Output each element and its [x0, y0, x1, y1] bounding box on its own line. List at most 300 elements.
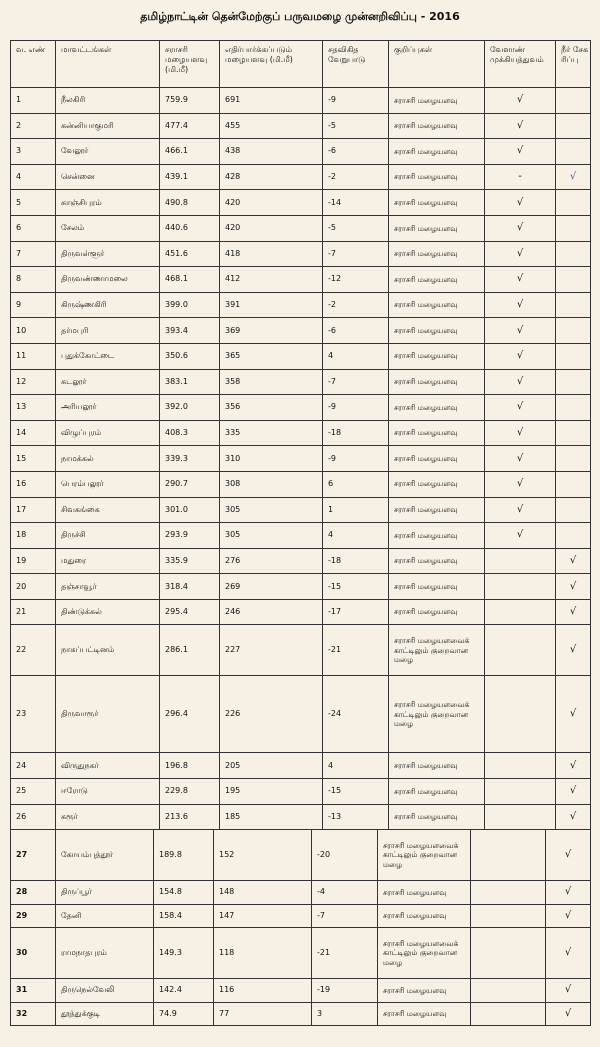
- expected-rainfall: 152: [214, 830, 312, 881]
- expected-rainfall: 335: [220, 420, 323, 446]
- table-row: [11, 267, 591, 293]
- row-number: 16: [11, 471, 56, 497]
- row-number: 27: [11, 830, 56, 881]
- water-storage: [556, 113, 591, 139]
- average-rainfall: 383.1: [160, 369, 220, 395]
- expected-rainfall: 185: [220, 804, 323, 830]
- percent-deviation: -7: [312, 904, 378, 928]
- row-number: 5: [11, 190, 56, 216]
- average-rainfall: 759.9: [160, 88, 220, 114]
- row-number: 24: [11, 753, 56, 779]
- row-number: 11: [11, 343, 56, 369]
- header-district: மாவட்டங்கள்: [56, 41, 160, 88]
- table-row: [11, 215, 591, 241]
- average-rainfall: 451.6: [160, 241, 220, 267]
- remark: சராசரி மழையளவு: [389, 113, 485, 139]
- remark: சராசரி மழையளவைக் காட்டிலும் குறைவான மழை: [389, 625, 485, 676]
- percent-deviation: -12: [323, 267, 389, 293]
- average-rainfall: 293.9: [160, 523, 220, 549]
- header-agri: வேளாண் முக்கியத்துவம்: [485, 41, 556, 88]
- agri-importance: √: [485, 318, 556, 344]
- district-name: மதுரை: [56, 548, 160, 574]
- district-name: தூத்துக்குடி: [56, 1002, 154, 1026]
- row-number: 26: [11, 804, 56, 830]
- percent-deviation: -19: [312, 979, 378, 1003]
- forecast-table-continued: [10, 829, 591, 1026]
- average-rainfall: 295.4: [160, 599, 220, 625]
- agri-importance: [485, 804, 556, 830]
- row-number: 20: [11, 574, 56, 600]
- water-storage: √: [556, 599, 591, 625]
- water-storage: √: [556, 548, 591, 574]
- district-name: ராமநாதபுரம்: [56, 928, 154, 979]
- percent-deviation: -6: [323, 139, 389, 165]
- row-number: 12: [11, 369, 56, 395]
- table-row: [11, 395, 591, 421]
- average-rainfall: 408.3: [160, 420, 220, 446]
- agri-importance: √: [485, 497, 556, 523]
- average-rainfall: 213.6: [160, 804, 220, 830]
- agri-importance: √: [485, 215, 556, 241]
- district-name: சிவகங்கை: [56, 497, 160, 523]
- district-name: கன்னியாகுமரி: [56, 113, 160, 139]
- table-row: [11, 804, 591, 830]
- header-water: நீர் சேக ரிப்பு: [556, 41, 591, 88]
- average-rainfall: 399.0: [160, 292, 220, 318]
- average-rainfall: 296.4: [160, 676, 220, 753]
- expected-rainfall: 77: [214, 1002, 312, 1026]
- percent-deviation: -2: [323, 164, 389, 190]
- water-storage: √: [556, 164, 591, 190]
- agri-importance: [471, 928, 546, 979]
- header-expected: எதிர்பார்க்கப்படும் மழையளவு (மி.மீ): [220, 41, 323, 88]
- table-row: [11, 599, 591, 625]
- district-name: திண்டுக்கல்: [56, 599, 160, 625]
- water-storage: [556, 88, 591, 114]
- row-number: 18: [11, 523, 56, 549]
- percent-deviation: -6: [323, 318, 389, 344]
- remark: சராசரி மழையளவு: [389, 241, 485, 267]
- agri-importance: √: [485, 190, 556, 216]
- expected-rainfall: 195: [220, 779, 323, 805]
- row-number: 14: [11, 420, 56, 446]
- row-number: 6: [11, 215, 56, 241]
- remark: சராசரி மழையளவு: [389, 471, 485, 497]
- expected-rainfall: 428: [220, 164, 323, 190]
- percent-deviation: -9: [323, 395, 389, 421]
- water-storage: [556, 215, 591, 241]
- remark: சராசரி மழையளவு: [389, 574, 485, 600]
- agri-importance: [485, 574, 556, 600]
- row-number: 22: [11, 625, 56, 676]
- percent-deviation: 3: [312, 1002, 378, 1026]
- average-rainfall: 350.6: [160, 343, 220, 369]
- water-storage: [556, 190, 591, 216]
- remark: சராசரி மழையளவு: [389, 804, 485, 830]
- agri-importance: √: [485, 420, 556, 446]
- agri-importance: [485, 548, 556, 574]
- agri-importance: √: [485, 113, 556, 139]
- agri-importance: √: [485, 523, 556, 549]
- remark: சராசரி மழையளவு: [389, 523, 485, 549]
- percent-deviation: -9: [323, 446, 389, 472]
- water-storage: √: [556, 753, 591, 779]
- water-storage: [556, 420, 591, 446]
- water-storage: [556, 241, 591, 267]
- district-name: ஈரோடு: [56, 779, 160, 805]
- row-number: 9: [11, 292, 56, 318]
- expected-rainfall: 148: [214, 881, 312, 905]
- row-number: 7: [11, 241, 56, 267]
- average-rainfall: 440.6: [160, 215, 220, 241]
- percent-deviation: -20: [312, 830, 378, 881]
- expected-rainfall: 418: [220, 241, 323, 267]
- percent-deviation: -4: [312, 881, 378, 905]
- row-number: 19: [11, 548, 56, 574]
- average-rainfall: 142.4: [154, 979, 214, 1003]
- expected-rainfall: 438: [220, 139, 323, 165]
- agri-importance: [471, 979, 546, 1003]
- table-row: [11, 139, 591, 165]
- row-number: 23: [11, 676, 56, 753]
- table-row: [11, 779, 591, 805]
- table-row: [11, 164, 591, 190]
- remark: சராசரி மழையளவு: [389, 446, 485, 472]
- district-name: திருவண்ணாமலை: [56, 267, 160, 293]
- forecast-table: [10, 40, 591, 830]
- water-storage: [556, 318, 591, 344]
- row-number: 29: [11, 904, 56, 928]
- remark: சராசரி மழையளவு: [389, 753, 485, 779]
- expected-rainfall: 420: [220, 215, 323, 241]
- expected-rainfall: 227: [220, 625, 323, 676]
- percent-deviation: -2: [323, 292, 389, 318]
- percent-deviation: -18: [323, 420, 389, 446]
- district-name: கோயம்புத்தூர்: [56, 830, 154, 881]
- expected-rainfall: 412: [220, 267, 323, 293]
- district-name: புதுக்கோட்டை: [56, 343, 160, 369]
- remark: சராசரி மழையளவு: [389, 190, 485, 216]
- district-name: அரியலூர்: [56, 395, 160, 421]
- remark: சராசரி மழையளவு: [389, 548, 485, 574]
- expected-rainfall: 205: [220, 753, 323, 779]
- table-row: [11, 881, 591, 905]
- remark: சராசரி மழையளவைக் காட்டிலும் குறைவான மழை: [389, 676, 485, 753]
- header-remarks: குறிப்புகள்: [389, 41, 485, 88]
- table-row: [11, 753, 591, 779]
- agri-importance: [485, 625, 556, 676]
- water-storage: √: [556, 804, 591, 830]
- average-rainfall: 158.4: [154, 904, 214, 928]
- remark: சராசரி மழையளவு: [389, 599, 485, 625]
- table-row: [11, 548, 591, 574]
- remark: சராசரி மழையளவு: [389, 292, 485, 318]
- agri-importance: √: [485, 395, 556, 421]
- water-storage: √: [556, 625, 591, 676]
- row-number: 3: [11, 139, 56, 165]
- average-rainfall: 74.9: [154, 1002, 214, 1026]
- water-storage: [556, 369, 591, 395]
- table-header: [11, 41, 591, 88]
- expected-rainfall: 691: [220, 88, 323, 114]
- row-number: 28: [11, 881, 56, 905]
- average-rainfall: 393.4: [160, 318, 220, 344]
- agri-importance: √: [485, 139, 556, 165]
- percent-deviation: -13: [323, 804, 389, 830]
- district-name: விருதுநகர்: [56, 753, 160, 779]
- row-number: 31: [11, 979, 56, 1003]
- remark: சராசரி மழையளவு: [389, 164, 485, 190]
- percent-deviation: -18: [323, 548, 389, 574]
- table-row: [11, 318, 591, 344]
- water-storage: √: [556, 574, 591, 600]
- remark: சராசரி மழையளவு: [378, 1002, 471, 1026]
- district-name: நாகப்பட்டினம்: [56, 625, 160, 676]
- expected-rainfall: 226: [220, 676, 323, 753]
- table-row: [11, 574, 591, 600]
- average-rainfall: 196.8: [160, 753, 220, 779]
- remark: சராசரி மழையளவு: [389, 318, 485, 344]
- water-storage: [556, 292, 591, 318]
- percent-deviation: -15: [323, 574, 389, 600]
- table-row: [11, 979, 591, 1003]
- district-name: திருச்சி: [56, 523, 160, 549]
- average-rainfall: 286.1: [160, 625, 220, 676]
- expected-rainfall: 369: [220, 318, 323, 344]
- agri-importance: [471, 1002, 546, 1026]
- remark: சராசரி மழையளவு: [389, 395, 485, 421]
- expected-rainfall: 356: [220, 395, 323, 421]
- remark: சராசரி மழையளவு: [389, 139, 485, 165]
- average-rainfall: 318.4: [160, 574, 220, 600]
- agri-importance: [485, 779, 556, 805]
- remark: சராசரி மழையளவு: [389, 779, 485, 805]
- water-storage: [556, 446, 591, 472]
- table-row: [11, 830, 591, 881]
- percent-deviation: -5: [323, 113, 389, 139]
- row-number: 10: [11, 318, 56, 344]
- row-number: 2: [11, 113, 56, 139]
- water-storage: [556, 395, 591, 421]
- row-number: 32: [11, 1002, 56, 1026]
- percent-deviation: -21: [312, 928, 378, 979]
- expected-rainfall: 420: [220, 190, 323, 216]
- table-row: [11, 904, 591, 928]
- district-name: கிருஷ்ணகிரி: [56, 292, 160, 318]
- table-row: [11, 676, 591, 753]
- row-number: 8: [11, 267, 56, 293]
- district-name: தஞ்சாவூர்: [56, 574, 160, 600]
- percent-deviation: -7: [323, 369, 389, 395]
- expected-rainfall: 308: [220, 471, 323, 497]
- expected-rainfall: 246: [220, 599, 323, 625]
- expected-rainfall: 147: [214, 904, 312, 928]
- district-name: திருவாரூர்: [56, 676, 160, 753]
- district-name: விழுப்புரம்: [56, 420, 160, 446]
- row-number: 1: [11, 88, 56, 114]
- agri-importance: √: [485, 241, 556, 267]
- percent-deviation: -17: [323, 599, 389, 625]
- percent-deviation: -15: [323, 779, 389, 805]
- table-row: [11, 446, 591, 472]
- expected-rainfall: 118: [214, 928, 312, 979]
- agri-importance: [471, 881, 546, 905]
- row-number: 4: [11, 164, 56, 190]
- row-number: 25: [11, 779, 56, 805]
- district-name: நீலகிரி: [56, 88, 160, 114]
- expected-rainfall: 310: [220, 446, 323, 472]
- average-rainfall: 490.8: [160, 190, 220, 216]
- table-row: [11, 343, 591, 369]
- remark: சராசரி மழையளவு: [378, 904, 471, 928]
- percent-deviation: -24: [323, 676, 389, 753]
- table-row: [11, 928, 591, 979]
- header-no: வ. எண்: [11, 41, 56, 88]
- district-name: திருவள்ளூர்: [56, 241, 160, 267]
- district-name: கரூர்: [56, 804, 160, 830]
- remark: சராசரி மழையளவு: [389, 497, 485, 523]
- remark: சராசரி மழையளவைக் காட்டிலும் குறைவான மழை: [378, 928, 471, 979]
- agri-importance: √: [485, 292, 556, 318]
- average-rainfall: 301.0: [160, 497, 220, 523]
- remark: சராசரி மழையளவைக் காட்டிலும் குறைவான மழை: [378, 830, 471, 881]
- average-rainfall: 439.1: [160, 164, 220, 190]
- expected-rainfall: 358: [220, 369, 323, 395]
- remark: சராசரி மழையளவு: [378, 881, 471, 905]
- average-rainfall: 466.1: [160, 139, 220, 165]
- table-row: [11, 1002, 591, 1026]
- row-number: 17: [11, 497, 56, 523]
- percent-deviation: 4: [323, 523, 389, 549]
- row-number: 30: [11, 928, 56, 979]
- water-storage: √: [556, 779, 591, 805]
- agri-importance: √: [485, 471, 556, 497]
- water-storage: [556, 471, 591, 497]
- table-row: [11, 497, 591, 523]
- percent-deviation: -21: [323, 625, 389, 676]
- average-rainfall: 154.8: [154, 881, 214, 905]
- table-row: [11, 471, 591, 497]
- row-number: 13: [11, 395, 56, 421]
- percent-deviation: -9: [323, 88, 389, 114]
- percent-deviation: 4: [323, 343, 389, 369]
- percent-deviation: -7: [323, 241, 389, 267]
- water-storage: [556, 267, 591, 293]
- table-row: [11, 369, 591, 395]
- agri-importance: [485, 599, 556, 625]
- agri-importance: √: [485, 446, 556, 472]
- agri-importance: -: [485, 164, 556, 190]
- water-storage: √: [546, 979, 591, 1003]
- average-rainfall: 468.1: [160, 267, 220, 293]
- water-storage: [556, 139, 591, 165]
- remark: சராசரி மழையளவு: [389, 369, 485, 395]
- average-rainfall: 477.4: [160, 113, 220, 139]
- agri-importance: [471, 904, 546, 928]
- average-rainfall: 339.3: [160, 446, 220, 472]
- header-deviation: சதவிகித வேறுபாடு: [323, 41, 389, 88]
- table-row: [11, 241, 591, 267]
- district-name: கடலூர்: [56, 369, 160, 395]
- agri-importance: [485, 676, 556, 753]
- expected-rainfall: 455: [220, 113, 323, 139]
- agri-importance: √: [485, 343, 556, 369]
- remark: சராசரி மழையளவு: [389, 88, 485, 114]
- agri-importance: √: [485, 369, 556, 395]
- district-name: திருநெல்வேலி: [56, 979, 154, 1003]
- water-storage: √: [546, 928, 591, 979]
- remark: சராசரி மழையளவு: [389, 420, 485, 446]
- expected-rainfall: 391: [220, 292, 323, 318]
- table-row: [11, 190, 591, 216]
- district-name: திருப்பூர்: [56, 881, 154, 905]
- table-row: [11, 292, 591, 318]
- average-rainfall: 392.0: [160, 395, 220, 421]
- expected-rainfall: 305: [220, 497, 323, 523]
- district-name: காஞ்சிபுரம்: [56, 190, 160, 216]
- row-number: 15: [11, 446, 56, 472]
- agri-importance: √: [485, 88, 556, 114]
- row-number: 21: [11, 599, 56, 625]
- remark: சராசரி மழையளவு: [378, 979, 471, 1003]
- page-title: தமிழ்நாட்டின் தென்மேற்குப் பருவமழை முன்னறிவிப்பு - 2016: [140, 10, 460, 23]
- average-rainfall: 335.9: [160, 548, 220, 574]
- water-storage: √: [556, 676, 591, 753]
- expected-rainfall: 116: [214, 979, 312, 1003]
- water-storage: √: [546, 881, 591, 905]
- district-name: வேலூர்: [56, 139, 160, 165]
- table-row: [11, 523, 591, 549]
- average-rainfall: 229.8: [160, 779, 220, 805]
- remark: சராசரி மழையளவு: [389, 267, 485, 293]
- percent-deviation: -14: [323, 190, 389, 216]
- percent-deviation: -5: [323, 215, 389, 241]
- agri-importance: √: [485, 267, 556, 293]
- district-name: நாமக்கல்: [56, 446, 160, 472]
- water-storage: [556, 343, 591, 369]
- district-name: தேனி: [56, 904, 154, 928]
- average-rainfall: 189.8: [154, 830, 214, 881]
- table-row: [11, 420, 591, 446]
- table-row: [11, 88, 591, 114]
- expected-rainfall: 365: [220, 343, 323, 369]
- percent-deviation: 4: [323, 753, 389, 779]
- percent-deviation: 6: [323, 471, 389, 497]
- district-name: பெரம்பலூர்: [56, 471, 160, 497]
- remark: சராசரி மழையளவு: [389, 343, 485, 369]
- water-storage: [556, 497, 591, 523]
- remark: சராசரி மழையளவு: [389, 215, 485, 241]
- table-row: [11, 625, 591, 676]
- expected-rainfall: 305: [220, 523, 323, 549]
- expected-rainfall: 269: [220, 574, 323, 600]
- percent-deviation: 1: [323, 497, 389, 523]
- agri-importance: [471, 830, 546, 881]
- water-storage: [556, 523, 591, 549]
- district-name: சேலம்: [56, 215, 160, 241]
- header-avg: சராசரி மழையளவு (மி.மீ): [160, 41, 220, 88]
- district-name: தர்மபுரி: [56, 318, 160, 344]
- water-storage: √: [546, 904, 591, 928]
- average-rainfall: 149.3: [154, 928, 214, 979]
- average-rainfall: 290.7: [160, 471, 220, 497]
- table-row: [11, 113, 591, 139]
- water-storage: √: [546, 830, 591, 881]
- district-name: சென்னை: [56, 164, 160, 190]
- expected-rainfall: 276: [220, 548, 323, 574]
- agri-importance: [485, 753, 556, 779]
- water-storage: √: [546, 1002, 591, 1026]
